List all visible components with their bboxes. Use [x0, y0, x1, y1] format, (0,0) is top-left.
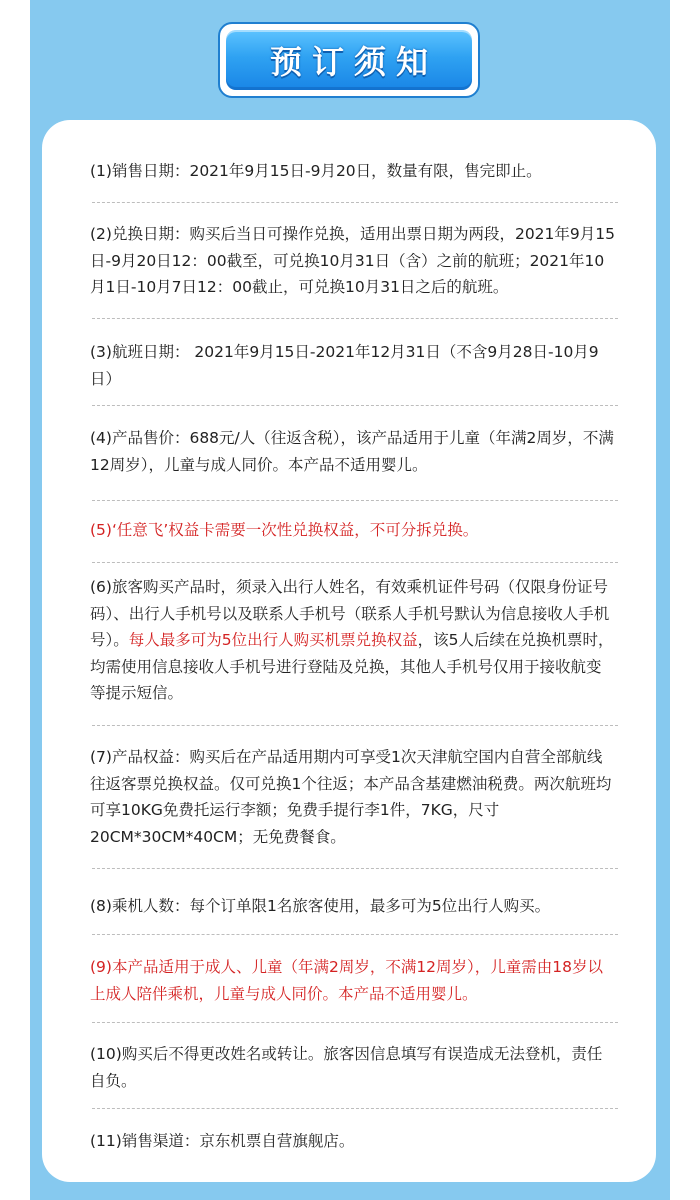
divider	[92, 500, 618, 501]
page-background	[30, 0, 670, 1200]
notice-item-6-highlight: 每人最多可为5位出行人购买机票兑换权益	[128, 631, 418, 649]
notice-item-6-part-c: ，该5人后续在兑换机票时，均需使用信息接收人手机号进行登陆及兑换，其他人手机号仅用于接收航变等提示短信。	[90, 631, 614, 702]
divider	[92, 562, 618, 563]
notice-item-6	[90, 574, 616, 707]
divider	[92, 868, 618, 869]
notice-item-6-part-a: (6)旅客购买产品时，须录入出行人姓名，有效乘机证件号码（仅限身份证号码）、出行人手机号以及联系人手机号（联系人手机号默认为信息接收人手机号）。	[90, 578, 610, 649]
page-title: 预订须知	[269, 43, 438, 81]
title-banner	[218, 22, 480, 98]
divider	[92, 1022, 618, 1023]
notice-item-11: (11)销售渠道：京东机票自营旗舰店。	[90, 1132, 355, 1150]
divider	[92, 318, 618, 319]
notice-item-7: (7)产品权益：购买后在产品适用期内可享受1次天津航空国内自营全部航线往返客票兑换权益。仅可兑换1个往返；本产品含基建燃油税费。两次航班均可享10KG免费托运行李额；免费手提行李1件，7KG，尺寸20CM*30CM*40CM；无免费餐食。	[90, 748, 612, 846]
divider	[92, 1108, 618, 1109]
title-button	[226, 30, 472, 90]
notice-item-5: (5)‘任意飞’权益卡需要一次性兑换权益，不可分拆兑换。	[90, 521, 479, 539]
divider	[92, 405, 618, 406]
divider	[92, 934, 618, 935]
notice-item-10: (10)购买后不得更改姓名或转让。旅客因信息填写有误造成无法登机，责任自负。	[90, 1045, 603, 1090]
notice-card	[42, 120, 656, 1182]
notice-item-1: (1)销售日期：2021年9月15日-9月20日，数量有限，售完即止。	[90, 162, 542, 180]
divider	[92, 725, 618, 726]
notice-item-8: (8)乘机人数：每个订单限1名旅客使用，最多可为5位出行人购买。	[90, 897, 551, 915]
divider	[92, 202, 618, 203]
notice-item-3: (3)航班日期： 2021年9月15日-2021年12月31日（不含9月28日-10月9日）	[90, 343, 599, 388]
notice-item-9: (9)本产品适用于成人、儿童（年满2周岁，不满12周岁），儿童需由18岁以上成人陪伴乘机，儿童与成人同价。本产品不适用婴儿。	[90, 958, 604, 1003]
notice-item-2: (2)兑换日期：购买后当日可操作兑换，适用出票日期为两段，2021年9月15日-9月20日12：00截至，可兑换10月31日（含）之前的航班；2021年10月1日-10月7日12：00截止，可兑换10月31日之后的航班。	[90, 225, 615, 296]
notice-item-4: (4)产品售价：688元/人（往返含税），该产品适用于儿童（年满2周岁，不满12周岁），儿童与成人同价。本产品不适用婴儿。	[90, 429, 614, 474]
